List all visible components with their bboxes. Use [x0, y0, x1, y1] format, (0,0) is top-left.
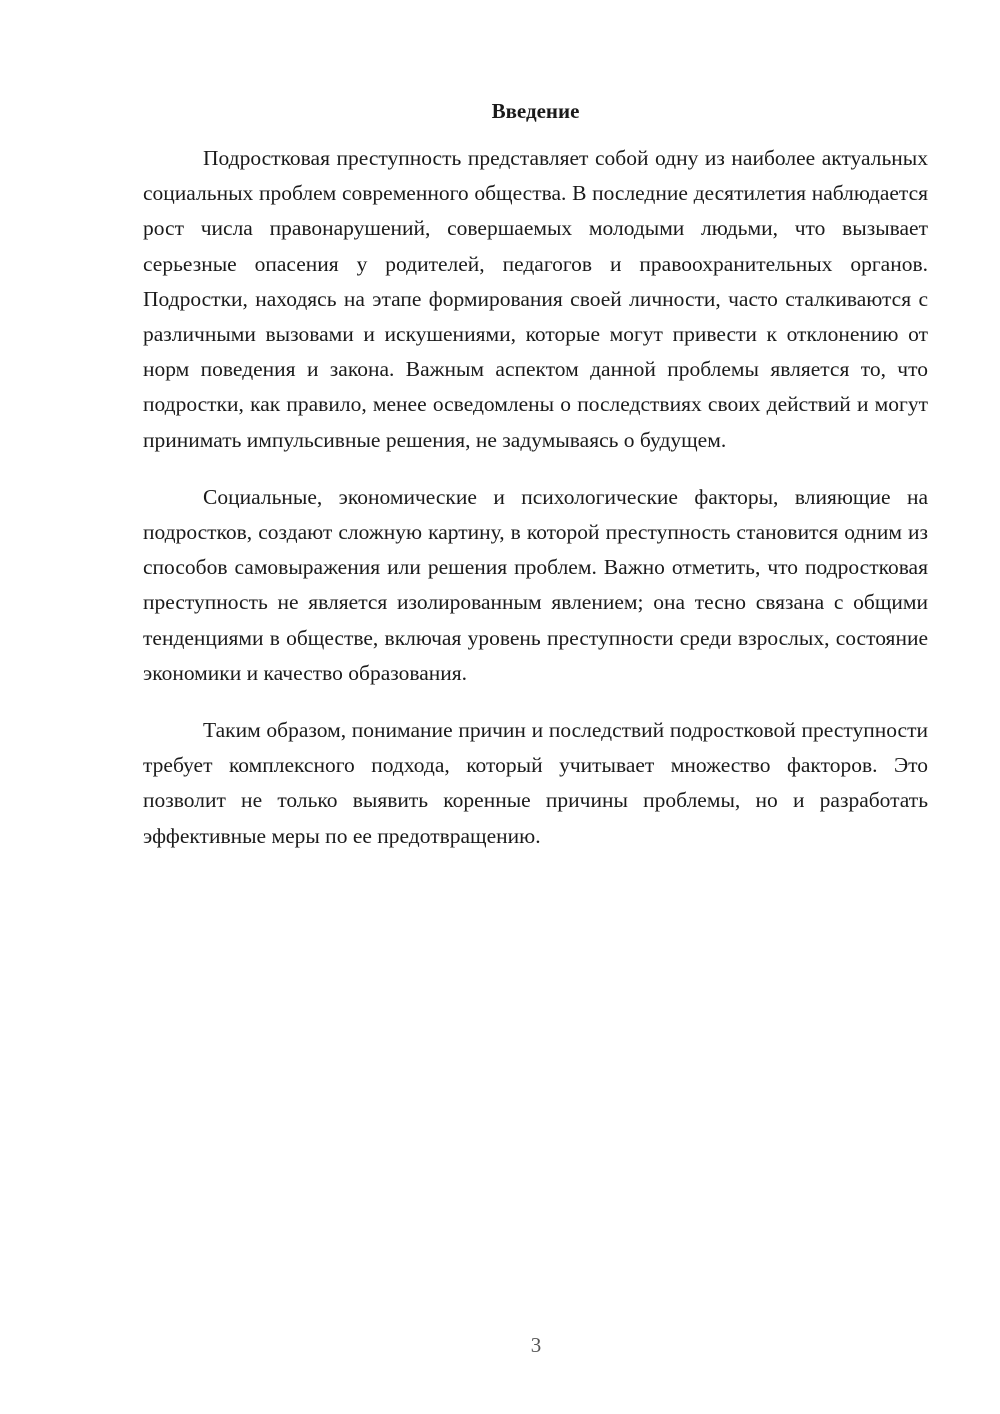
paragraph-2: Социальные, экономические и психологические факторы, влияющие на подростков, создают сложную картину, в которой преступность становится одним из способов самовыражения или решения проблем. Важно отметить, что подростковая преступность не является изолированным явлением; она тесно связана с общими тенденциями в обществе, включая уровень преступности среди взрослых, состояние экономики и качество образования. [143, 484, 928, 685]
paragraph-3: Таким образом, понимание причин и последствий подростковой преступности требует комплексного подхода, который учитывает множество факторов. Это позволит не только выявить коренные причины проблемы, но и разработать эффективные меры по ее предотвращению. [143, 718, 928, 848]
paragraph-1: Подростковая преступность представляет собой одну из наиболее актуальных социальных проблем современного общества. В последние десятилетия наблюдается рост числа правонарушений, совершаемых молодыми людьми, что вызывает серьезные опасения у родителей, педагогов и правоохранительных органов. Подростки, находясь на этапе формирования своей личности, часто сталкиваются с различными вызовами и искушениями, которые могут привести к отклонению от норм поведения и закона. Важным аспектом данной проблемы является то, что подростки, как правило, менее осведомлены о последствиях своих действий и могут принимать импульсивные решения, не задумываясь о будущем. [143, 146, 928, 452]
document-body [143, 96, 928, 854]
page-number: 3 [530, 1333, 542, 1357]
section-title: Введение [491, 99, 580, 123]
